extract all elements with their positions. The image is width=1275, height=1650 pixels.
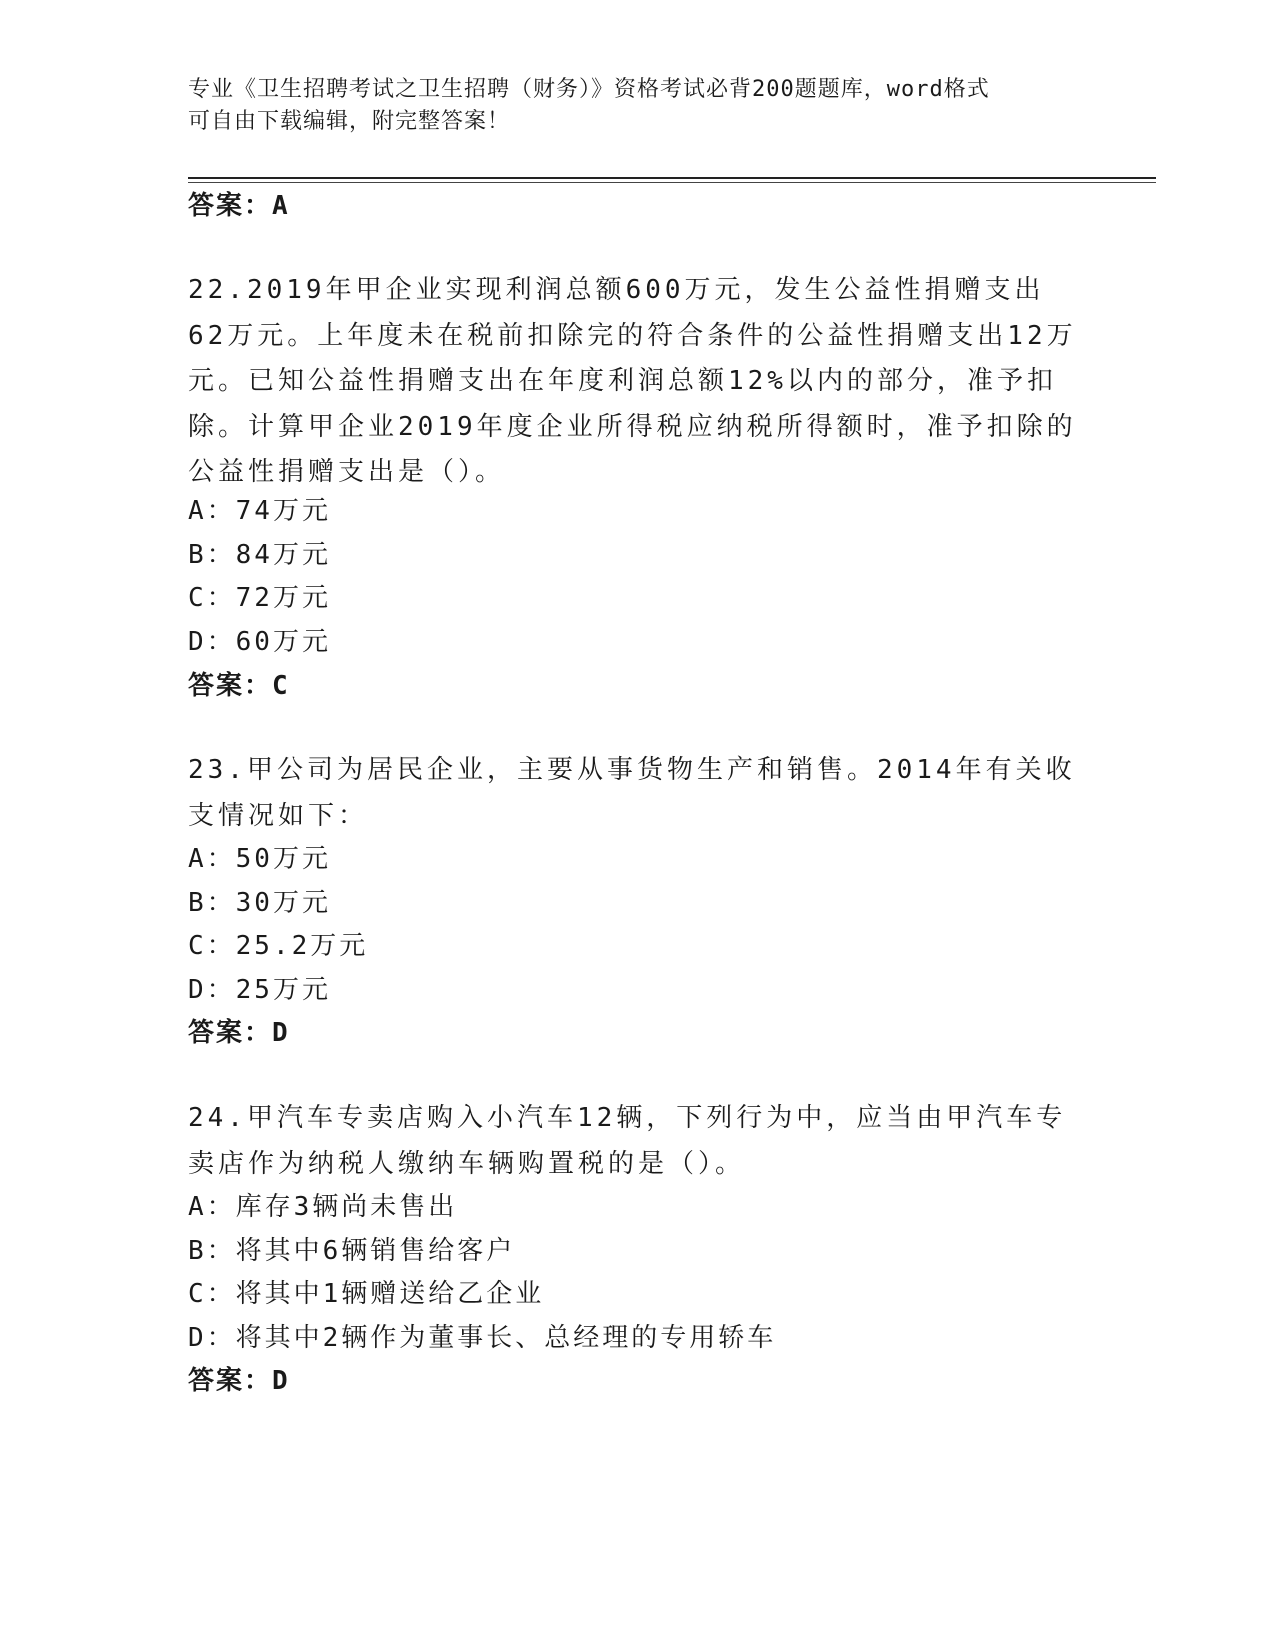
option-c: C：72万元 xyxy=(188,583,331,613)
option-a: A：74万元 xyxy=(188,496,331,526)
option-c: C：25.2万元 xyxy=(188,931,369,961)
header-line-2: 可自由下载编辑，附完整答案！ xyxy=(188,109,511,134)
option-b: B：将其中6辆销售给客户 xyxy=(188,1236,516,1266)
header-divider xyxy=(188,177,1156,179)
answer-line: 答案：D xyxy=(188,1366,290,1396)
option-a: A：50万元 xyxy=(188,844,331,874)
option-d: D：25万元 xyxy=(188,975,331,1005)
answer-line: 答案：C xyxy=(188,671,290,701)
option-d: D：将其中2辆作为董事长、总经理的专用轿车 xyxy=(188,1323,777,1353)
option-b: B：30万元 xyxy=(188,888,331,918)
option-c: C：将其中1辆赠送给乙企业 xyxy=(188,1279,545,1309)
document-header xyxy=(188,74,1068,138)
option-b: B：84万元 xyxy=(188,540,331,570)
option-d: D：60万元 xyxy=(188,627,331,657)
answer-line: 答案：D xyxy=(188,1018,290,1048)
header-line-1: 专业《卫生招聘考试之卫生招聘（财务）》资格考试必背200题题库，word格式 xyxy=(188,77,990,102)
question-22-text: 22.2019年甲企业实现利润总额600万元，发生公益性捐赠支出62万元。上年度未在税前扣除完的符合条件的公益性捐赠支出12万元。已知公益性捐赠支出在年度利润总额12%以内的部分，准予扣除。计算甲企业2019年度企业所得税应纳税所得额时，准予扣除的公益性捐赠支出是（）。 xyxy=(188,275,1077,487)
question-23-text: 23.甲公司为居民企业，主要从事货物生产和销售。2014年有关收支情况如下： xyxy=(188,755,1076,831)
answer-line: 答案：A xyxy=(188,191,290,221)
option-a: A：库存3辆尚未售出 xyxy=(188,1192,458,1222)
question-24-text: 24.甲汽车专卖店购入小汽车12辆，下列行为中，应当由甲汽车专卖店作为纳税人缴纳车辆购置税的是（）。 xyxy=(188,1103,1067,1179)
header-divider-thin xyxy=(188,182,1156,183)
